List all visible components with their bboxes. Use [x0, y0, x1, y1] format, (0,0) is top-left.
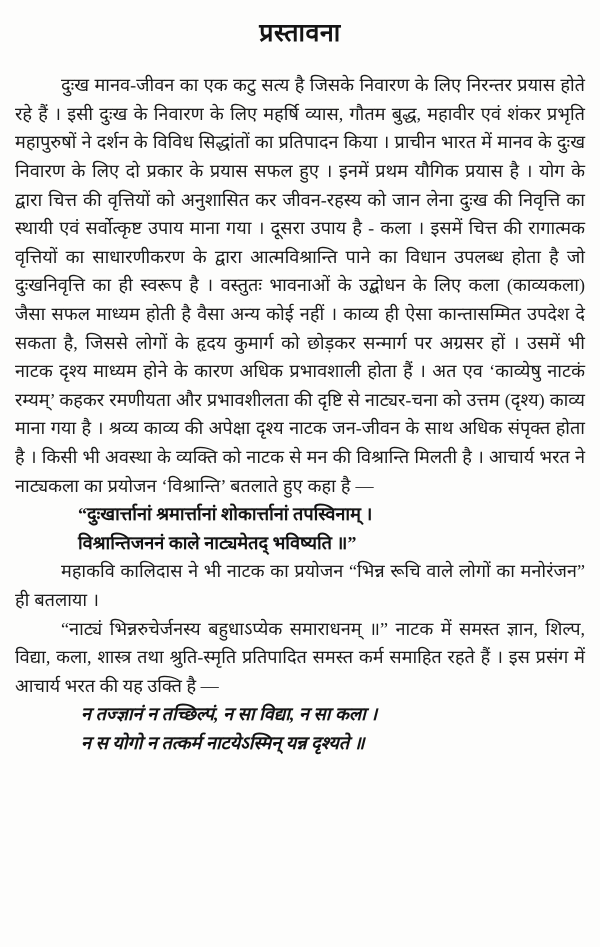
document-body	[15, 71, 585, 757]
sanskrit-verse-bharata-1	[15, 500, 585, 557]
paragraph-intro: दुःख मानव-जीवन का एक कटु सत्य है जिसके निवारण के लिए निरन्तर प्रयास होते रहे हैं । इसी दुःख के निवारण के लिए महर्षि व्यास, गौतम बुद्ध, महावीर एवं शंकर प्रभृति महापुरुषों ने दर्शन के विविध सिद्धांतों का प्रतिपादन किया । प्राचीन भारत में मानव के दुःख निवारण के लिए दो प्रकार के प्रयास सफल हुए । इनमें प्रथम यौगिक प्रयास है । योग के द्वारा चित्त की वृत्तियों को अनुशासित कर जीवन-रहस्य को जान लेना दुःख की निवृत्ति का स्थायी एवं सर्वोत्कृष्ट उपाय माना गया । दूसरा उपाय है - कला । इसमें चित्त की रागात्मक वृत्तियों का साधारणीकरण के द्वारा आत्मविश्रान्ति पाने का विधान उपलब्ध होता है जो दुःखनिवृत्ति का ही स्वरूप है । वस्तुतः भावनाओं के उद्बोधन के लिए कला (काव्यकला) जैसा सफल माध्यम होती है वैसा अन्य कोई नहीं । काव्य ही ऐसा कान्तासम्मित उपदेश दे सकता है, जिससे लोगों के हृदय कुमार्ग को छोड़कर सन्मार्ग पर अग्रसर हों । उसमें भी नाटक दृश्य माध्यम होने के कारण अधिक प्रभावशाली होता हैं । अत एव ‘काव्येषु नाटकं रम्यम्’ कहकर रमणीयता और प्रभावशीलता की दृष्टि से नाट्यर-चना को उत्तम (दृश्य) काव्य माना गया है । श्रव्य काव्य की अपेक्षा दृश्य नाटक जन-जीवन के साथ अधिक संपृक्त होता है । किसी भी अवस्था के व्यक्ति को नाटक से मन की विश्रान्ति मिलती है । आचार्य भरत ने नाट्यकला का प्रयोजन ‘विश्रान्ति’ बतलाते हुए कहा है —	[15, 75, 585, 496]
verse-line: न स योगो न तत्कर्म नाटयेऽस्मिन् यन्न दृश्यते ॥	[81, 732, 365, 753]
verse-line: विश्रान्तिजननं काले नाट्यमेतद् भविष्यति ॥”	[78, 532, 357, 553]
verse-line: “दुःखार्त्तानां श्रमार्त्तानां शोकार्त्तानां तपस्विनाम् ।	[78, 504, 373, 525]
sanskrit-verse-bharata-2	[15, 700, 585, 757]
verse-line: न तज्ज्ञानं न तच्छिल्पं, न सा विद्या, न सा कला ।	[81, 704, 378, 725]
paragraph-natyam-quote: “नाट्यं भिन्नरुचेर्जनस्य बहुधाऽप्येक समाराधनम् ॥” नाटक में समस्त ज्ञान, शिल्प, विद्या, कला, शास्त्र तथा श्रुति-स्मृति प्रतिपादित समस्त कर्म समाहित रहते हैं । इस प्रसंग में आचार्य भरत की यह उक्ति है —	[15, 618, 585, 696]
paragraph-kalidasa: महाकवि कालिदास ने भी नाटक का प्रयोजन “भिन्न रूचि वाले लोगों का मनोरंजन” ही बतलाया ।	[15, 561, 585, 610]
page-title: प्रस्तावना	[259, 20, 341, 47]
